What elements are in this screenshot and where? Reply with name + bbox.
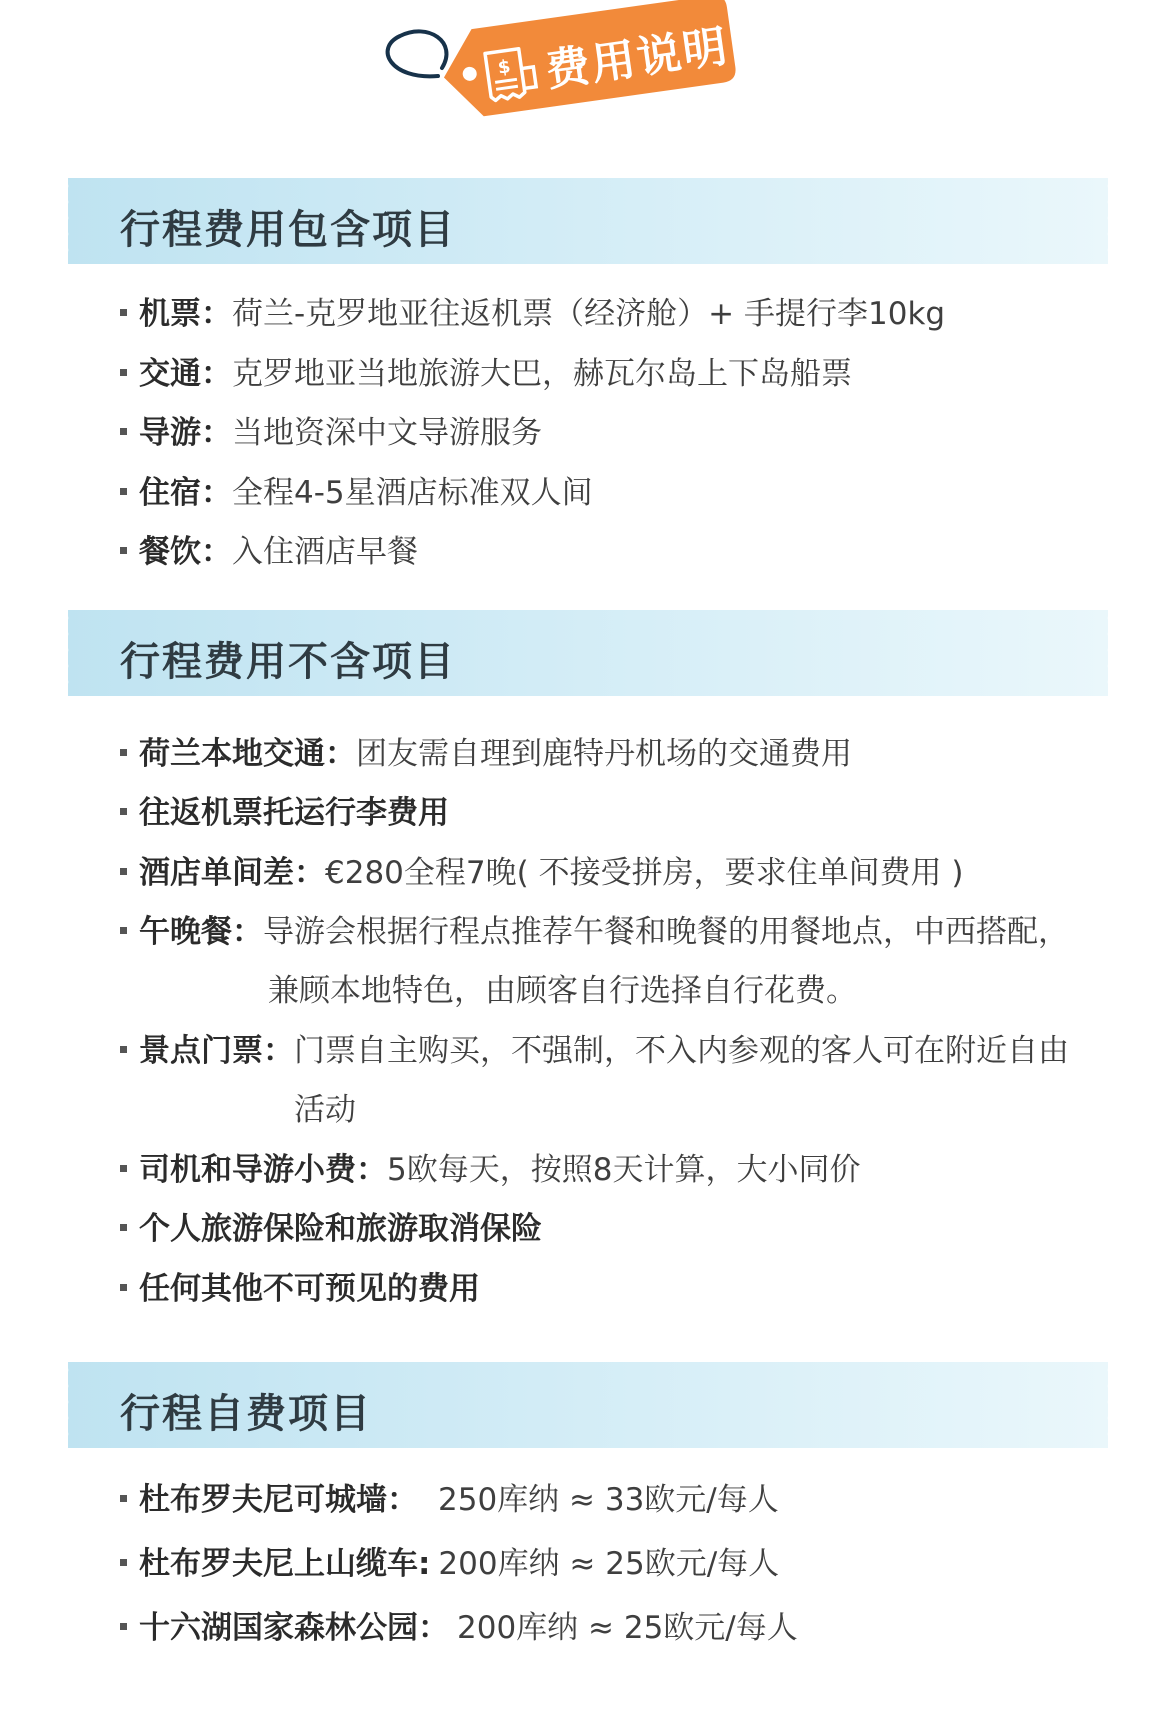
list-item <box>120 1209 542 1249</box>
list-item <box>120 793 449 833</box>
list-item <box>120 1608 798 1648</box>
receipt-dollar-icon <box>479 42 546 106</box>
item-label: 杜布罗夫尼上山缆车: <box>139 1546 431 1582</box>
item-label: 任何其他不可预见的费用 <box>139 1271 480 1307</box>
list-item <box>120 532 418 572</box>
section-title: 行程费用包含项目 <box>120 207 456 253</box>
item-label: 机票： <box>139 296 232 332</box>
item-value: 门票自主购买，不强制，不入内参观的客人可在附近自由 <box>294 1033 1069 1069</box>
bullet-icon <box>120 309 127 316</box>
item-label: 往返机票托运行李费用 <box>139 795 449 831</box>
list-item <box>120 1480 779 1520</box>
item-value: 200库纳 ≈ 25欧元/每人 <box>457 1610 798 1646</box>
bullet-icon <box>120 1623 127 1630</box>
list-item <box>120 912 1069 952</box>
list-item <box>120 413 542 453</box>
section-title: 行程自费项目 <box>120 1391 372 1437</box>
item-value: 入住酒店早餐 <box>232 534 418 570</box>
item-label: 司机和导游小费： <box>139 1152 387 1188</box>
bullet-icon <box>120 1165 127 1172</box>
list-item <box>120 1031 1069 1071</box>
bullet-icon <box>120 547 127 554</box>
list-item <box>120 294 945 334</box>
bullet-icon <box>120 868 127 875</box>
list-item <box>120 734 852 774</box>
list-item <box>120 473 593 513</box>
item-label: 导游： <box>139 415 232 451</box>
bullet-icon <box>120 369 127 376</box>
item-label: 住宿： <box>139 475 232 511</box>
item-label: 景点门票： <box>139 1033 294 1069</box>
section-header-excluded <box>68 610 1108 696</box>
item-label: 交通： <box>139 356 232 392</box>
item-value: 荷兰-克罗地亚往返机票（经济舱）+ 手提行李10kg <box>232 296 946 332</box>
item-value: 全程4-5星酒店标准双人间 <box>232 475 593 511</box>
bullet-icon <box>120 927 127 934</box>
item-continuation: 活动 <box>294 1092 356 1128</box>
item-value: 当地资深中文导游服务 <box>232 415 542 451</box>
section-header-optional <box>68 1362 1108 1448</box>
item-label: 荷兰本地交通： <box>139 736 356 772</box>
section-title: 行程费用不含项目 <box>120 639 456 685</box>
item-value: 团友需自理到鹿特丹机场的交通费用 <box>356 736 852 772</box>
item-label: 个人旅游保险和旅游取消保险 <box>139 1211 542 1247</box>
badge-title: 费用说明 <box>542 20 732 97</box>
bullet-icon <box>120 428 127 435</box>
section-header-included <box>68 178 1108 264</box>
item-label: 杜布罗夫尼可城墙： <box>139 1482 418 1518</box>
bullet-icon <box>120 749 127 756</box>
item-label: 十六湖国家森林公园： <box>139 1610 449 1646</box>
bullet-icon <box>120 1224 127 1231</box>
bullet-icon <box>120 1284 127 1291</box>
bullet-icon <box>120 808 127 815</box>
item-value: 导游会根据行程点推荐午餐和晚餐的用餐地点，中西搭配， <box>263 914 1069 950</box>
bullet-icon <box>120 1559 127 1566</box>
bullet-icon <box>120 1495 127 1502</box>
list-item <box>120 1269 480 1309</box>
item-value: 250库纳 ≈ 33欧元/每人 <box>438 1482 779 1518</box>
fee-tag-badge <box>380 8 760 158</box>
item-value: 克罗地亚当地旅游大巴，赫瓦尔岛上下岛船票 <box>232 356 852 392</box>
item-label: 午晚餐： <box>139 914 263 950</box>
item-value: 200库纳 ≈ 25欧元/每人 <box>438 1546 780 1582</box>
list-item <box>120 1544 779 1584</box>
bullet-icon <box>120 488 127 495</box>
item-value: €280全程7晚( 不接受拼房，要求住单间费用 ) <box>325 855 964 891</box>
item-continuation: 兼顾本地特色，由顾客自行选择自行花费。 <box>268 973 857 1009</box>
item-label: 酒店单间差： <box>139 855 325 891</box>
list-item <box>120 1150 860 1190</box>
bullet-icon <box>120 1046 127 1053</box>
item-value: 5欧每天，按照8天计算，大小同价 <box>387 1152 861 1188</box>
item-label: 餐饮： <box>139 534 232 570</box>
svg-text:$: $ <box>496 56 512 79</box>
list-item <box>120 354 852 394</box>
list-item <box>120 853 964 893</box>
